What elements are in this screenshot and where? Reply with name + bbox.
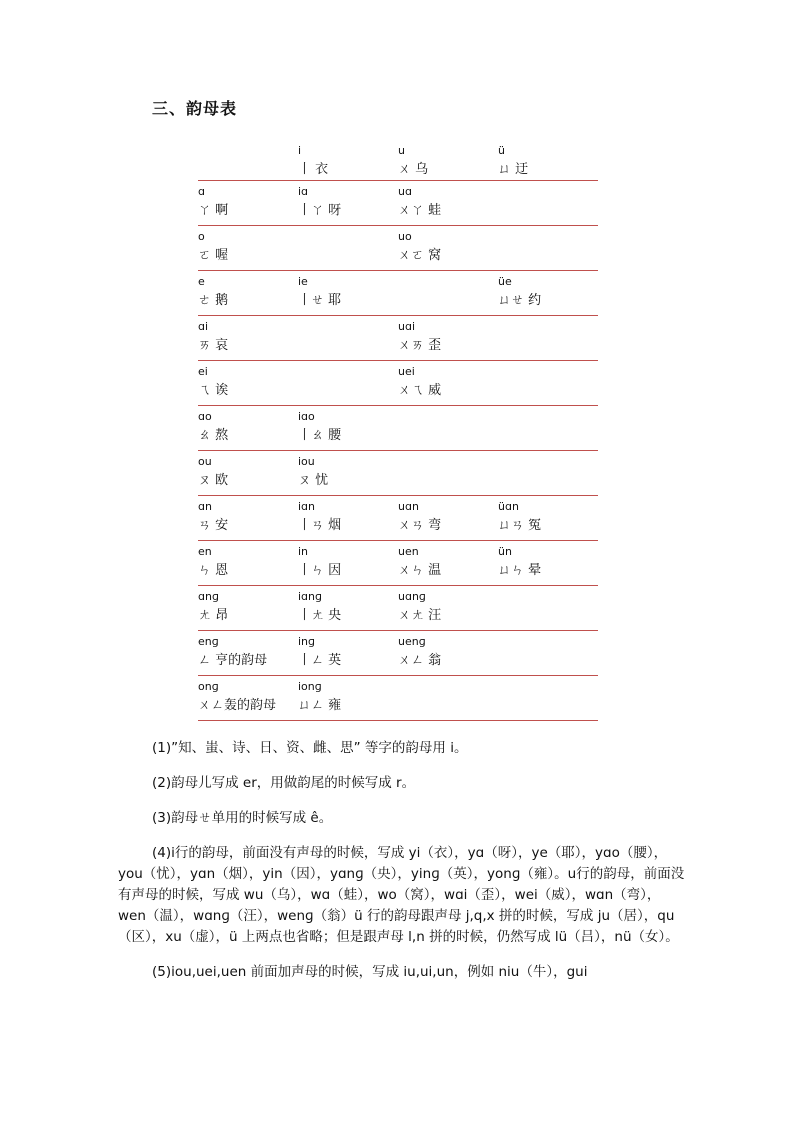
- table-header-row: [198, 140, 598, 181]
- table-row: [198, 226, 598, 271]
- pinyin-label: e: [198, 275, 205, 288]
- pinyin-label: i: [298, 144, 302, 157]
- table-cell: [298, 586, 341, 626]
- table-cell: [398, 181, 441, 221]
- table-cell: [198, 361, 228, 401]
- pinyin-label: o: [198, 230, 205, 243]
- zhuyin-example: ㄨㄞ 歪: [398, 338, 442, 353]
- zhuyin-example: ㄨㄣ 温: [398, 563, 442, 578]
- zhuyin-example: 丨ㄢ 烟: [298, 518, 342, 533]
- table-row: [198, 361, 598, 406]
- table-cell: [298, 496, 341, 536]
- pinyin-label: iɑn: [298, 500, 316, 513]
- zhuyin-example: ㄩㄥ 雍: [298, 698, 342, 713]
- table-cell: [498, 271, 541, 311]
- pinyin-label: iɑnɡ: [298, 590, 322, 603]
- zhuyin-example: ㄠ 熬: [198, 428, 229, 443]
- zhuyin-example: ㄨㄥ 翁: [398, 653, 442, 668]
- pinyin-label: uo: [398, 230, 412, 243]
- table-cell: [398, 226, 441, 266]
- zhuyin-example: ㄤ 昂: [198, 608, 229, 623]
- zhuyin-example: ㄨㄢ 弯: [398, 518, 442, 533]
- zhuyin-example: ㄨㄚ 蛙: [398, 203, 442, 218]
- zhuyin-example: ㄜ 鹅: [198, 293, 229, 308]
- note-5: (5)iou,uei,uen 前面加声母的时候，写成 iu,ui,un，例如 niu（牛），gui: [152, 964, 588, 980]
- table-cell: [398, 631, 441, 671]
- table-row: [198, 181, 598, 226]
- table-cell: [298, 541, 341, 581]
- table-cell: [398, 361, 441, 401]
- finals-table: [198, 140, 598, 721]
- pinyin-label: u: [398, 144, 405, 157]
- table-row: [198, 496, 598, 541]
- table-cell: [398, 316, 441, 356]
- zhuyin-example: 丨ㄤ 央: [298, 608, 342, 623]
- table-row: [198, 586, 598, 631]
- pinyin-label: onɡ: [198, 680, 219, 693]
- note-1: (1)”知、蚩、诗、日、资、雌、思” 等字的韵母用 i。: [152, 740, 468, 756]
- note-2: (2)韵母儿写成 er，用做韵尾的时候写成 r。: [152, 775, 416, 791]
- table-cell: [398, 541, 441, 581]
- zhuyin-example: ㄞ 哀: [198, 338, 229, 353]
- pinyin-label: ün: [498, 545, 512, 558]
- table-cell: [198, 271, 228, 311]
- zhuyin-example: 丨ㄠ 腰: [298, 428, 342, 443]
- table-row: [198, 451, 598, 496]
- zhuyin-example: ㄨㄛ 窝: [398, 248, 442, 263]
- table-cell: [398, 586, 441, 626]
- zhuyin-example: 丨ㄚ 呀: [298, 203, 342, 218]
- pinyin-label: ɑi: [198, 320, 209, 333]
- pinyin-label: inɡ: [298, 635, 316, 648]
- notes-section: [118, 738, 688, 997]
- table-cell: [398, 496, 441, 536]
- zhuyin-example: ㄣ 恩: [198, 563, 229, 578]
- table-cell: [498, 541, 541, 581]
- note-3: (3)韵母ㄝ单用的时候写成 ê。: [152, 810, 333, 826]
- table-cell: [498, 496, 541, 536]
- table-cell: [298, 631, 341, 671]
- pinyin-label: ɑn: [198, 500, 212, 513]
- zhuyin-example: 丨ㄣ 因: [298, 563, 342, 578]
- zhuyin-example: ㄟ 诶: [198, 383, 229, 398]
- table-row: [198, 271, 598, 316]
- pinyin-label: ou: [198, 455, 212, 468]
- table-cell: [298, 271, 341, 311]
- table-cell: [398, 140, 428, 180]
- table-cell: [198, 586, 228, 626]
- table-cell: [298, 140, 328, 180]
- zhuyin-example: ㄢ 安: [198, 518, 229, 533]
- zhuyin-example: ㄨㄥ轰的韵母: [198, 698, 277, 713]
- table-row: [198, 631, 598, 676]
- zhuyin-example: ㄡ 忧: [298, 473, 329, 488]
- zhuyin-example: ㄛ 喔: [198, 248, 229, 263]
- pinyin-label: üe: [498, 275, 512, 288]
- zhuyin-example: ㄥ 亨的韵母: [198, 653, 268, 668]
- table-cell: [198, 316, 228, 356]
- table-row: [198, 316, 598, 361]
- zhuyin-example: 丨ㄝ 耶: [298, 293, 342, 308]
- zhuyin-example: ㄩ 迂: [498, 162, 529, 177]
- pinyin-label: uei: [398, 365, 415, 378]
- table-cell: [198, 406, 228, 446]
- pinyin-label: uɑi: [398, 320, 416, 333]
- table-cell: [298, 181, 341, 221]
- zhuyin-example: 丨 衣: [298, 162, 329, 177]
- pinyin-label: uɑnɡ: [398, 590, 426, 603]
- table-cell: [298, 676, 341, 716]
- pinyin-label: uɑ: [398, 185, 412, 198]
- zhuyin-example: ㄚ 啊: [198, 203, 229, 218]
- section-title: 三、韵母表: [152, 99, 238, 118]
- pinyin-label: uɑn: [398, 500, 419, 513]
- table-row: [198, 406, 598, 451]
- pinyin-label: ɑ: [198, 185, 205, 198]
- table-row: [198, 541, 598, 586]
- pinyin-label: uenɡ: [398, 635, 426, 648]
- pinyin-label: iɑo: [298, 410, 315, 423]
- table-row: [198, 676, 598, 721]
- zhuyin-example: ㄩㄝ 约: [498, 293, 542, 308]
- table-cell: [198, 181, 228, 221]
- table-cell: [298, 451, 328, 491]
- pinyin-label: ɑo: [198, 410, 212, 423]
- pinyin-label: enɡ: [198, 635, 219, 648]
- pinyin-label: ionɡ: [298, 680, 322, 693]
- zhuyin-example: ㄨㄤ 汪: [398, 608, 442, 623]
- zhuyin-example: ㄨㄟ 威: [398, 383, 442, 398]
- table-cell: [198, 496, 228, 536]
- table-cell: [198, 541, 228, 581]
- pinyin-label: iou: [298, 455, 315, 468]
- zhuyin-example: ㄩㄣ 晕: [498, 563, 542, 578]
- table-cell: [298, 406, 341, 446]
- zhuyin-example: ㄩㄢ 冤: [498, 518, 542, 533]
- note-4: (4)i行的韵母，前面没有声母的时候，写成 yi（衣），yɑ（呀），ye（耶），yɑo（腰），you（忧），yɑn（烟），yin（因），yɑnɡ（央），yinɡ（英），yonɡ（雍）。u行的韵母，前面没有声母的时候，写成 wu（乌），wɑ（蛙），wo（窝），wɑi（歪），wei（威），wɑn（弯），wen（温），wɑnɡ（汪），wenɡ（翁）ü 行的韵母跟声母 j,q,x 拼的时候，写成 ju（居），qu（区），xu（虚），ü 上两点也省略；但是跟声母 l,n 拼的时候，仍然写成 lü（吕），nü（女）。: [118, 845, 685, 945]
- zhuyin-example: ㄡ 欧: [198, 473, 229, 488]
- pinyin-label: uen: [398, 545, 419, 558]
- pinyin-label: ü: [498, 144, 505, 157]
- pinyin-label: ɑnɡ: [198, 590, 219, 603]
- zhuyin-example: 丨ㄥ 英: [298, 653, 342, 668]
- pinyin-label: iɑ: [298, 185, 309, 198]
- pinyin-label: üɑn: [498, 500, 519, 513]
- table-cell: [198, 226, 228, 266]
- table-cell: [198, 631, 267, 671]
- table-cell: [498, 140, 528, 180]
- table-cell: [198, 676, 276, 716]
- pinyin-label: en: [198, 545, 212, 558]
- pinyin-label: ei: [198, 365, 208, 378]
- pinyin-label: ie: [298, 275, 308, 288]
- table-cell: [198, 451, 228, 491]
- zhuyin-example: ㄨ 乌: [398, 162, 429, 177]
- pinyin-label: in: [298, 545, 309, 558]
